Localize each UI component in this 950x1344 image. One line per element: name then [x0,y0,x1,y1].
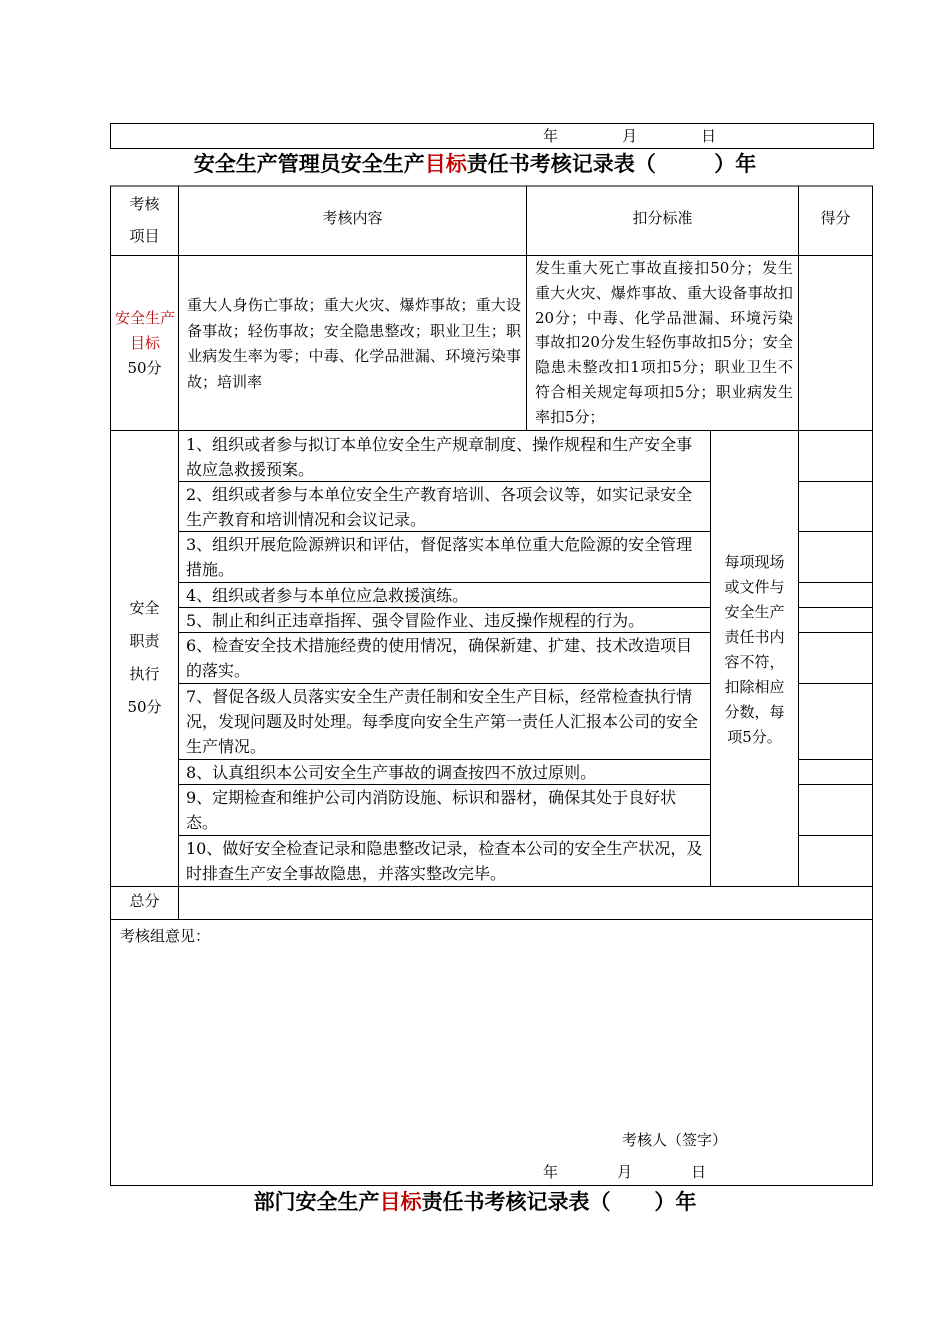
row2-category [111,592,178,724]
title2-highlight: 目标 [379,1190,422,1214]
row1-content: 重大人身伤亡事故；重大火灾、爆炸事故；重大设备事故；轻伤事故；安全隐患整改；职业卫生；职业病发生率为零；中毒、化学品泄漏、环境污染事故；培训率 [187,296,521,391]
header-category [111,188,178,252]
title-highlight: 目标 [424,152,467,176]
header-score: 得分 [820,209,851,227]
row2-category-line: 执行 [129,665,160,683]
duty-item: 6、检查安全技术措施经费的使用情况，确保新建、扩建、技术改造项目的落实。 [186,636,693,680]
duty-item: 1、组织或者参与拟订本单位安全生产规章制度、操作规程和生产安全事故应急救援预案。 [186,435,693,479]
row2-standard-line: 责任书内 [724,628,785,646]
row2-standard-line: 项5分。 [727,728,782,746]
row1-category: 安全生产目标 [115,309,176,352]
duty-item: 4、组织或者参与本单位应急救援演练。 [186,586,469,605]
duty-item: 10、做好安全检查记录和隐患整改记录，检查本公司的安全生产状况，及时排查生产安全事故隐患，并落实整改完毕。 [186,839,703,883]
row2-standard-line: 安全生产 [724,603,785,621]
opinion-label: 考核组意见： [120,927,211,945]
row2-standard-line: 每项现场 [724,553,785,571]
header-category-text: 考核项目 [129,195,160,245]
bottom-date: 年 月 日 [543,1163,707,1181]
row2-standard-line: 容不符， [724,653,785,671]
signer-label: 考核人（签字） [622,1131,728,1149]
total-label: 总分 [129,892,160,910]
row2-standard [711,550,798,750]
title2-part-2: 责任书考核记录表（ ）年 [421,1190,697,1214]
title-part-1: 安全生产管理员安全生产 [193,152,425,176]
duty-item: 2、组织或者参与本单位安全生产教育培训、各项会议等，如实记录安全生产教育和培训情况和会议记录。 [186,485,693,529]
row2-standard-line: 扣除相应 [724,678,785,696]
duty-item: 5、制止和纠正违章指挥、强令冒险作业、违反操作规程的行为。 [186,611,645,630]
row1-standard: 发生重大死亡事故直接扣50分；发生重大火灾、爆炸事故、重大设备事故扣20分；中毒、化学品泄漏、环境污染事故扣20分发生轻伤事故扣5分；安全隐患未整改扣1项扣5分；职业卫生不符合相关规定每项扣5分；职业病发生率扣5分； [535,259,793,426]
row1-score-label: 50分 [127,359,162,377]
title2-part-1: 部门安全生产 [253,1190,380,1214]
row2-category-line: 职责 [129,632,160,650]
duty-item: 3、组织开展危险源辨识和评估，督促落实本单位重大危险源的安全管理措施。 [186,535,693,579]
row2-category-line: 安全 [129,599,160,617]
header-standard: 扣分标准 [632,209,693,227]
top-date: 年 月 日 [543,127,718,145]
title-part-2: 责任书考核记录表（ ）年 [466,152,757,176]
row2-standard-line: 或文件与 [724,578,785,596]
duty-item: 7、督促各级人员落实安全生产责任制和安全生产目标，经常检查执行情况，发现问题及时处理。每季度向安全生产第一责任人汇报本公司的安全生产情况。 [186,687,699,756]
row2-category-line: 50分 [127,698,162,716]
form-title-2 [0,1186,950,1216]
row2-standard-line: 分数，每 [724,703,785,721]
header-content: 考核内容 [322,209,383,227]
duty-item: 8、认真组织本公司安全生产事故的调查按四不放过原则。 [186,763,597,782]
duty-item: 9、定期检查和维护公司内消防设施、标识和器材，确保其处于良好状态。 [186,788,677,832]
